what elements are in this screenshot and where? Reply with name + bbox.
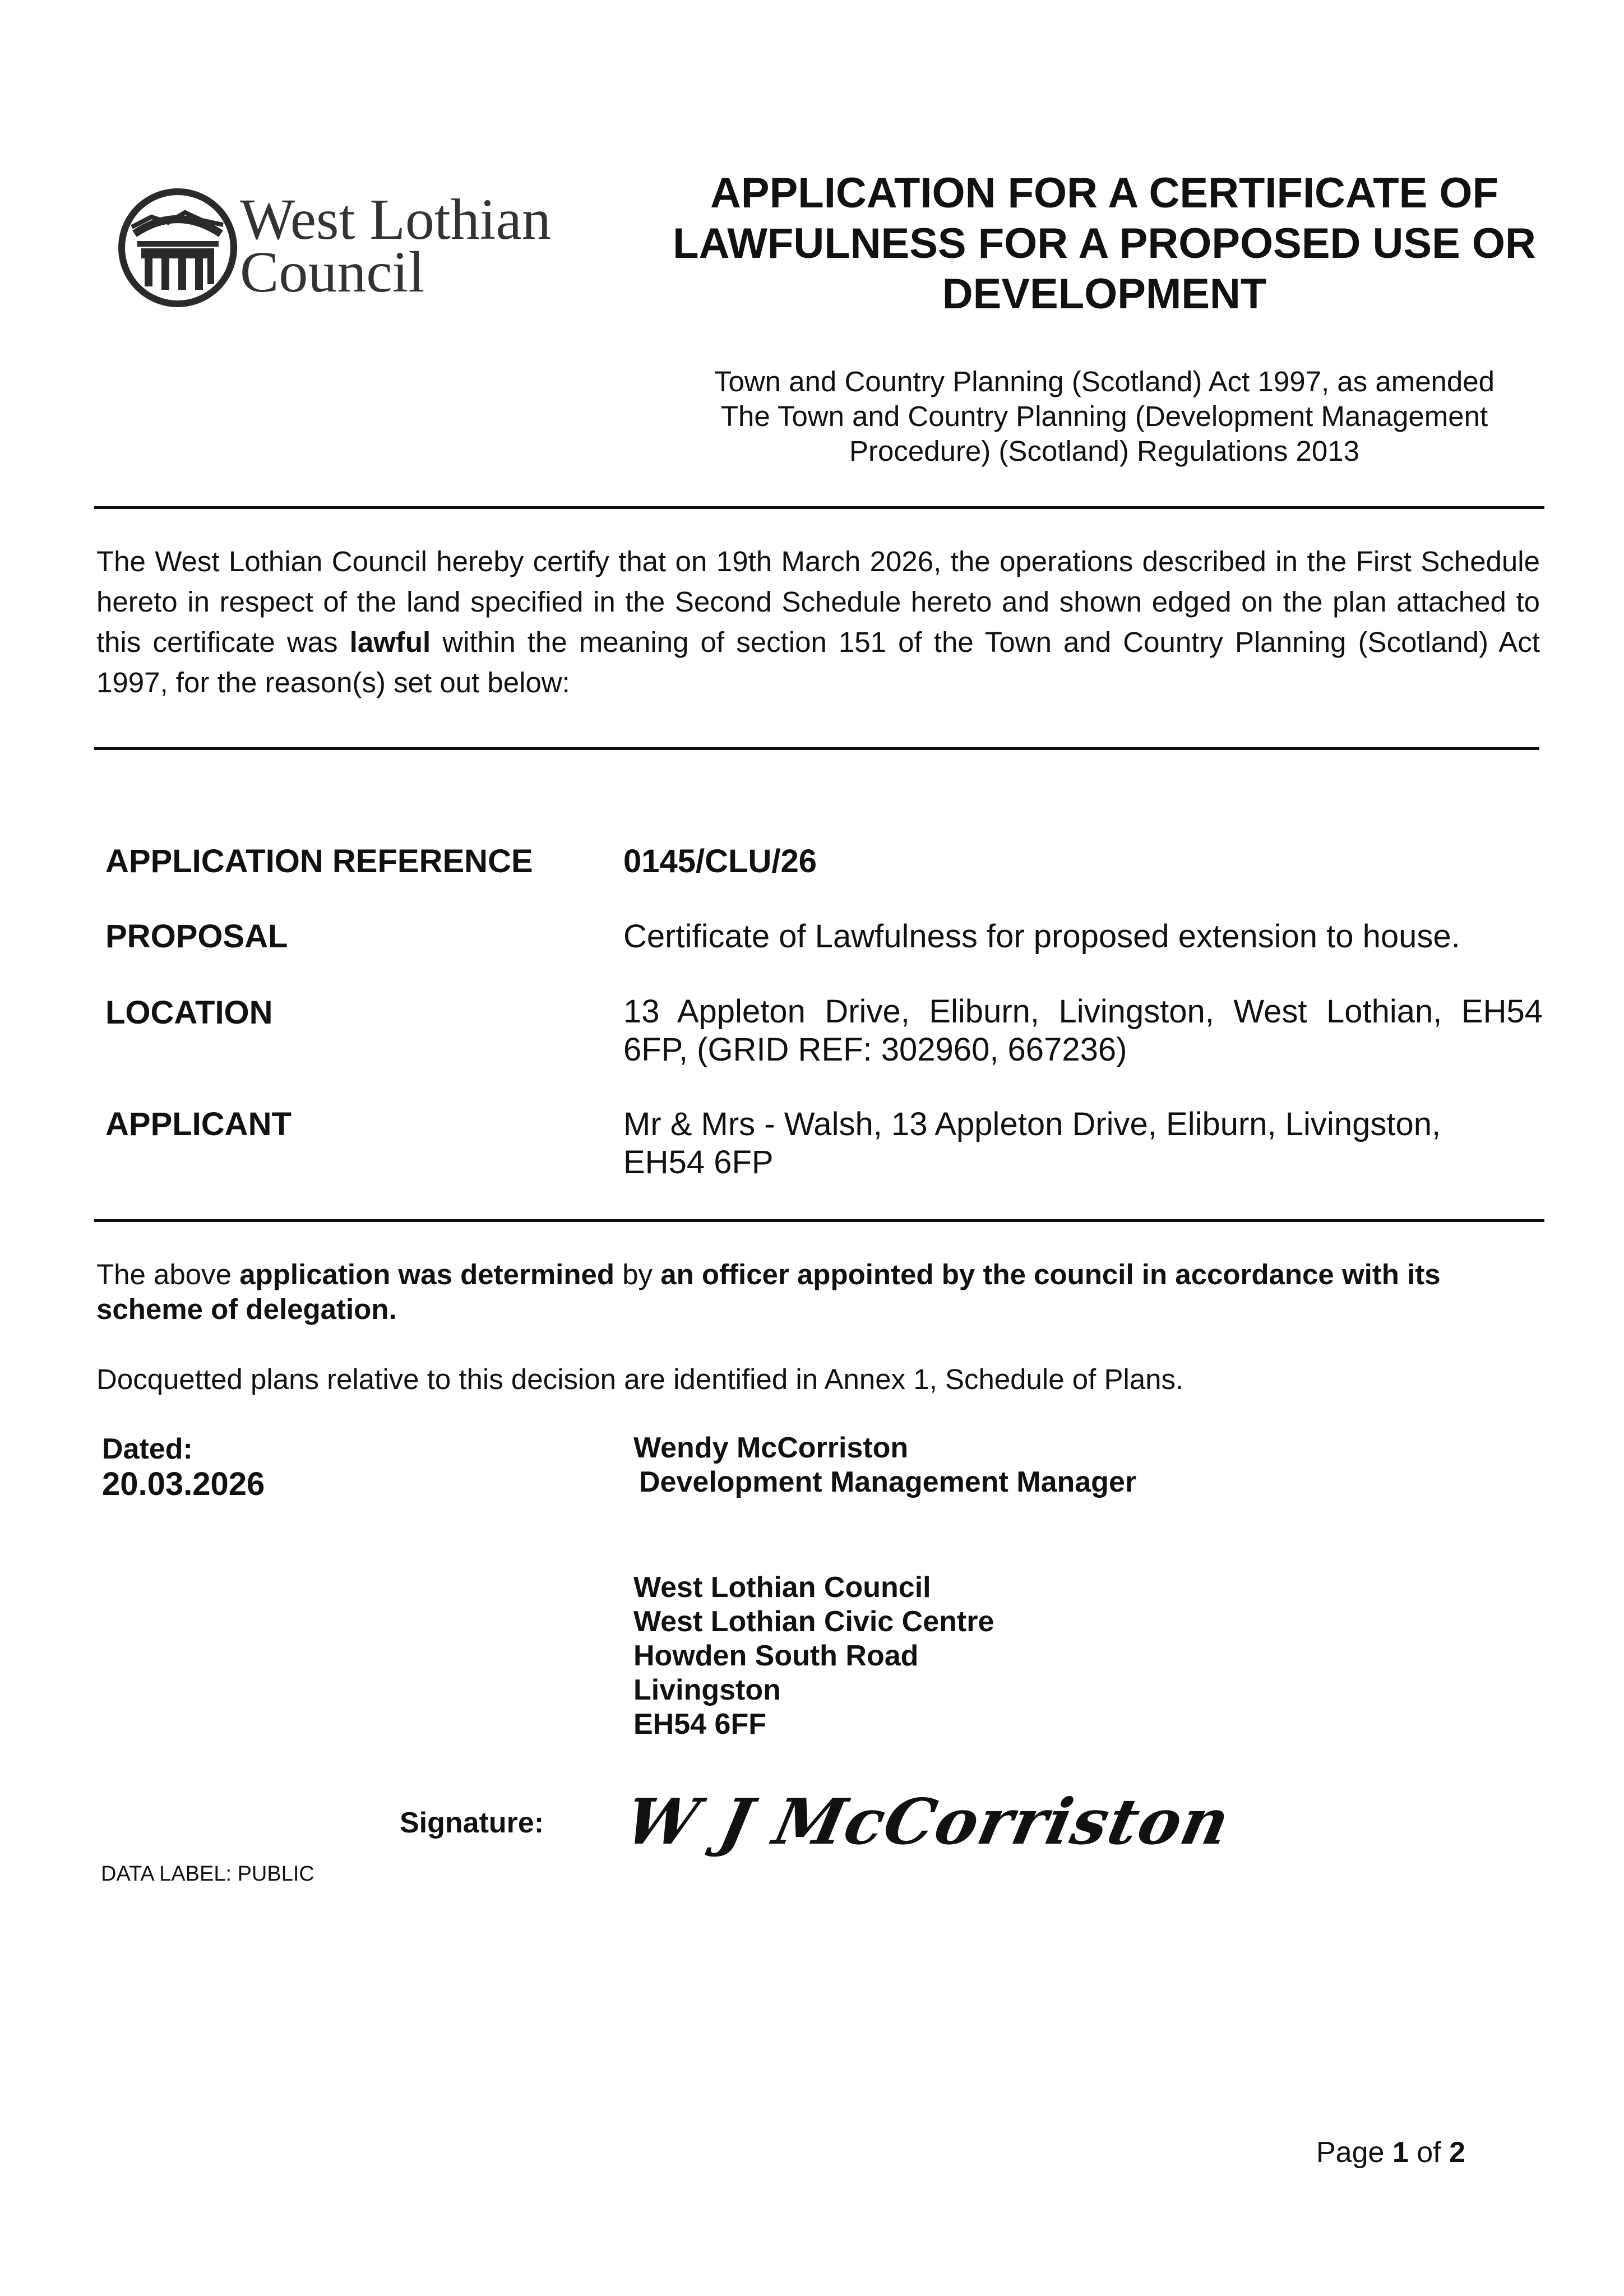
document-title [622,168,1586,320]
data-label: DATA LABEL: PUBLIC [101,1862,314,1886]
location-label: LOCATION [105,994,273,1031]
determination-text-1: The above [96,1258,240,1290]
location-line-1: 13 Appleton Drive, Eliburn, Livingston, West Lothian, EH54 [623,993,1543,1030]
divider-middle [94,747,1539,750]
certify-bold-lawful: lawful [349,626,431,658]
address-line-3: Howden South Road [633,1640,919,1672]
applicant-line-2: EH54 6FP [623,1144,774,1181]
dated-value: 20.03.2026 [102,1466,265,1502]
council-address [633,1571,994,1742]
determination-bold-1: application was determined [239,1258,615,1290]
address-line-5: EH54 6FF [633,1708,766,1740]
page-current: 1 [1392,2136,1409,2169]
applicant-line-1: Mr & Mrs - Walsh, 13 Appleton Drive, Eliburn, Livingston, [623,1106,1441,1142]
docquetted-note: Docquetted plans relative to this decision are identified in Annex 1, Schedule of Plans. [96,1363,1184,1395]
determination-paragraph [96,1257,1543,1327]
address-line-4: Livingston [633,1674,781,1706]
location-line-2: 6FP, (GRID REF: 302960, 667236) [623,1031,1127,1068]
certification-paragraph [96,541,1540,703]
logo-line-2: Council [240,240,425,304]
address-line-1: West Lothian Council [633,1571,931,1604]
signature-label: Signature: [400,1807,544,1839]
proposal-value: Certificate of Lawfulness for proposed extension to house. [623,918,1460,955]
title-line-3: DEVELOPMENT [942,270,1267,318]
applicant-value [623,1105,1543,1182]
subtitle-line-3: Procedure) (Scotland) Regulations 2013 [849,435,1360,467]
subtitle-line-2: The Town and Country Planning (Development Management [720,400,1488,432]
page-number [1316,2136,1465,2169]
officer-name: Wendy McCorriston [633,1432,909,1464]
officer-role: Development Management Manager [639,1466,1137,1498]
legislation-subtitle [622,364,1586,469]
title-line-2: LAWFULNESS FOR A PROPOSED USE OR [673,220,1536,267]
determination-bold-3: scheme of delegation. [96,1293,397,1325]
handwritten-signature: W J McCorriston [619,1785,1237,1859]
certify-text-1: The West Lothian Council hereby certify that on 19th March 2026, the operations described in the First Schedule hereto in respect of the land specified in the Second Schedule hereto and shown edged on the plan attached to this certificate was [96,545,1540,658]
location-value [623,993,1543,1069]
application-reference-value: 0145/CLU/26 [623,843,817,879]
page-of-word: of [1408,2136,1450,2169]
divider-top [94,506,1544,509]
council-logo-text [240,187,551,304]
application-reference-label: APPLICATION REFERENCE [105,843,533,879]
address-line-2: West Lothian Civic Centre [633,1605,994,1638]
council-logo-emblem [118,188,238,308]
logo-line-1: West Lothian [240,187,551,252]
subtitle-line-1: Town and Country Planning (Scotland) Act 1997, as amended [714,365,1495,397]
divider-bottom [94,1219,1544,1222]
determination-text-2: by [614,1258,661,1290]
title-line-1: APPLICATION FOR A CERTIFICATE OF [710,169,1498,217]
applicant-label: APPLICANT [105,1106,292,1142]
page-word: Page [1316,2136,1392,2169]
certify-text-2: within the meaning of section 151 of the Town and Country Planning (Scotland) Act 1997, for the reason(s) set out below: [96,626,1540,698]
determination-bold-2: an officer appointed by the council in accordance with its [660,1258,1441,1290]
dated-label: Dated: [102,1433,193,1465]
proposal-label: PROPOSAL [105,918,288,955]
page-total: 2 [1449,2136,1465,2169]
